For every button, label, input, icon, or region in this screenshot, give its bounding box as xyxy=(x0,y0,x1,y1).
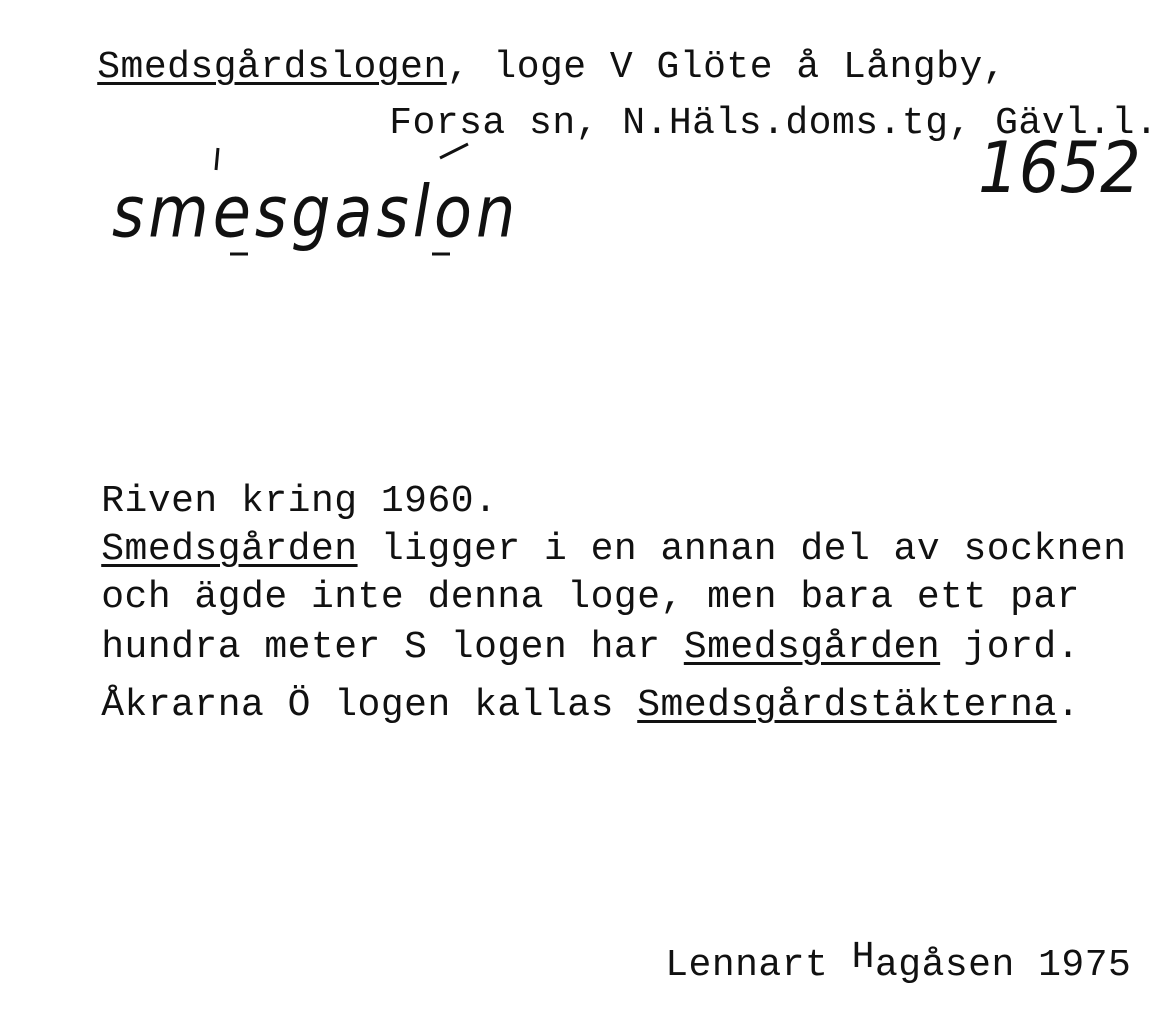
place-name: Smedsgårdslogen xyxy=(97,46,447,89)
reference-smedsgardstakterna: Smedsgårdstäkterna xyxy=(637,684,1057,727)
body-line-4: hundra meter S logen har Smedsgården jord. xyxy=(101,626,1080,669)
reference-smedsgarden-1: Smedsgården xyxy=(101,528,358,571)
body-line-3: och ägde inte denna loge, men bara ett par xyxy=(101,576,1080,619)
body-line-2: Smedsgården ligger i en annan del av socknen xyxy=(101,528,1127,571)
header-location: , loge V Glöte å Långby, xyxy=(446,46,1007,89)
signature-year: 1975 xyxy=(1014,944,1132,987)
phonetic-transcription: smesgaslon xyxy=(112,170,520,254)
card-number: 1652 xyxy=(978,128,1141,210)
reference-smedsgarden-2: Smedsgården xyxy=(683,626,941,669)
body-line-5: Åkrarna Ö logen kallas Smedsgårdstäkterna. xyxy=(101,684,1080,727)
header-parish: Forsa sn, N.Häls.doms.tg, Gävl.l. xyxy=(389,102,1159,145)
body-line-1: Riven kring 1960. xyxy=(101,480,498,523)
signature: Lennart Hagåsen 1975 xyxy=(665,936,1132,987)
